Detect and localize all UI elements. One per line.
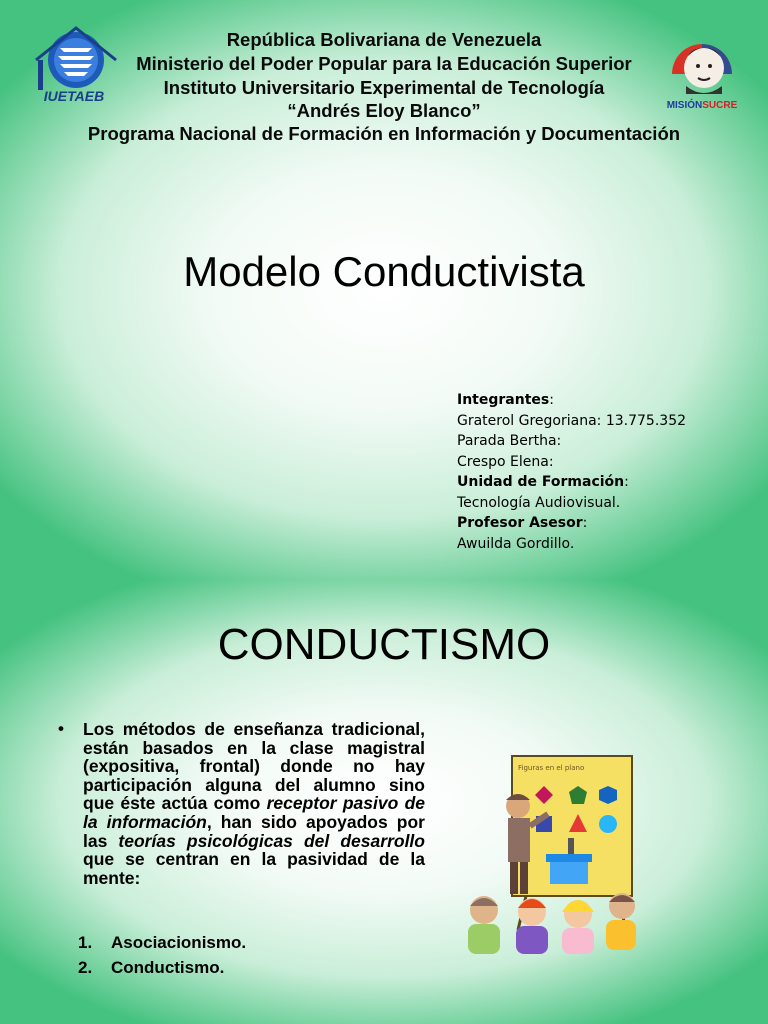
profesor-value: Awuilda Gordillo. <box>457 535 575 552</box>
classroom-illustration <box>456 750 646 980</box>
slide-conductismo <box>0 580 768 1024</box>
list-item-number: 1. <box>78 933 93 952</box>
unidad-value: Tecnología Audiovisual. <box>457 494 621 511</box>
profesor-heading: Profesor Asesor: <box>457 515 588 531</box>
paragraph-text-1: Los métodos de enseñanza tradicional, están basados en la clase magistral (expositiva, frontal) donde no hay participación alguna del alumno sino que éste actúa como <box>83 719 425 814</box>
list-item-number: 2. <box>78 958 93 977</box>
sucre-text: SUCRE <box>702 100 738 111</box>
list-item <box>78 930 246 955</box>
list-item <box>78 955 246 980</box>
numbered-list <box>78 930 246 980</box>
header-line-republic: República Bolivariana de Venezuela <box>226 29 542 50</box>
iuetaeb-logo-text: IUETAEB <box>43 88 105 104</box>
slide-title: CONDUCTISMO <box>217 620 551 669</box>
paragraph-italic-1: receptor pasivo de la información <box>83 793 425 832</box>
member-3: Crespo Elena: <box>457 453 554 470</box>
header-line-institute: Instituto Universitario Experimental de Tecnología <box>163 77 605 98</box>
profesor-label: Profesor Asesor <box>457 515 583 531</box>
header-line-program: Programa Nacional de Formación en Información y Documentación <box>87 123 681 144</box>
paragraph-text-2: , han sido apoyados por las <box>83 811 425 851</box>
unidad-label: Unidad de Formación <box>457 474 625 490</box>
bullet-paragraph <box>83 720 425 887</box>
member-2: Parada Bertha: <box>457 433 562 449</box>
paragraph-text-3: que se centran en la pasividad de la mente: <box>83 849 425 888</box>
member-1: Graterol Gregoriana: 13.775.352 <box>457 412 687 429</box>
bullet-icon: • <box>58 719 64 738</box>
header-line-ministry: Ministerio del Poder Popular para la Educación Superior <box>136 53 632 74</box>
mision-text: MISIÓN <box>666 100 703 111</box>
board-caption: Figuras en el plano <box>518 764 585 772</box>
list-item-text: Asociacionismo. <box>111 933 247 952</box>
slide-title: Modelo Conductivista <box>183 248 585 295</box>
integrantes-heading: Integrantes: <box>457 392 554 408</box>
header-line-institute-name: “Andrés Eloy Blanco” <box>287 100 481 121</box>
list-item-text: Conductismo. <box>111 958 225 977</box>
integrantes-label: Integrantes <box>457 392 550 408</box>
members-block <box>457 390 686 554</box>
unidad-heading: Unidad de Formación: <box>457 474 629 490</box>
paragraph-italic-2: teorías psicológicas del desarrollo <box>118 830 425 851</box>
